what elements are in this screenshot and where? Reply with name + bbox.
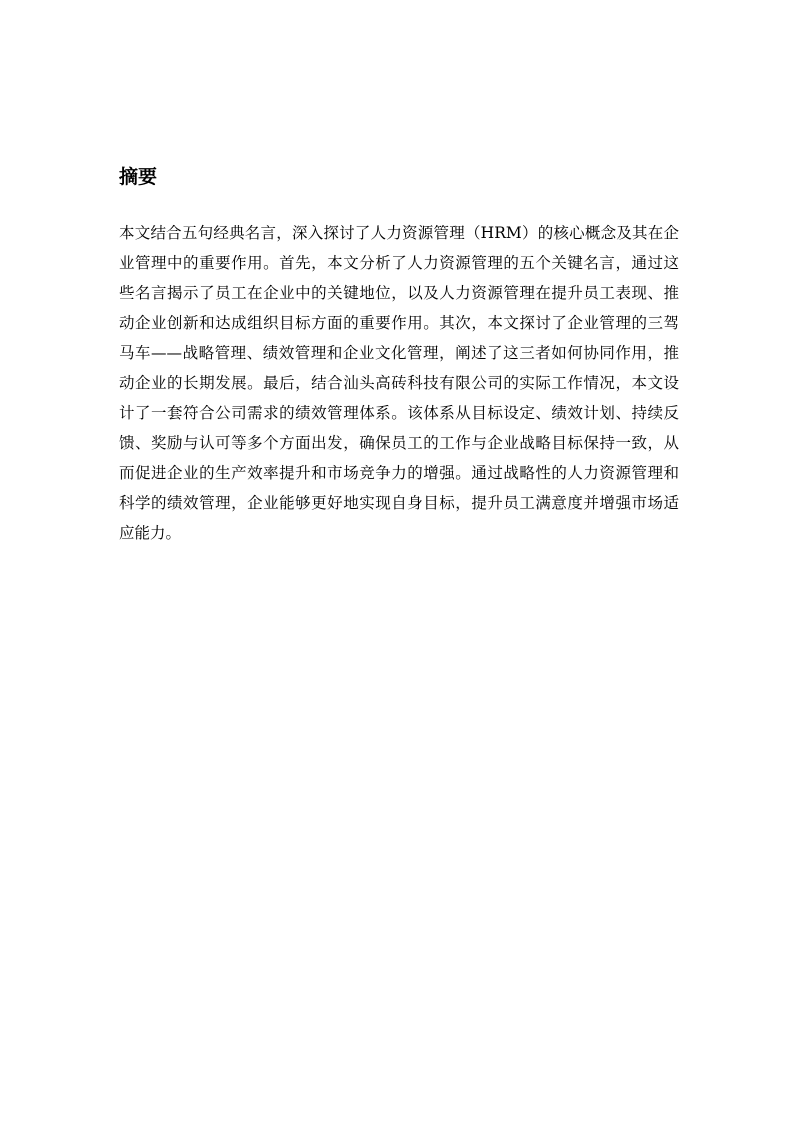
abstract-line-1: 本文结合五句经典名言，深入探讨了人力资源管理（HRM）的核心概念及其在企 <box>119 224 679 242</box>
abstract-line-10: 科学的绩效管理，企业能够更好地实现自身目标，提升员工满意度并增强市场适 <box>119 494 679 512</box>
abstract-line-9: 而促进企业的生产效率提升和市场竞争力的增强。通过战略性的人力资源管理和 <box>119 464 679 482</box>
abstract-heading: 摘要 <box>119 166 158 188</box>
abstract-line-11: 应能力。 <box>119 524 182 542</box>
abstract-line-2: 业管理中的重要作用。首先，本文分析了人力资源管理的五个关键名言，通过这 <box>119 254 679 272</box>
abstract-line-5: 马车——战略管理、绩效管理和企业文化管理，阐述了这三者如何协同作用，推 <box>119 344 679 362</box>
abstract-body <box>119 218 679 548</box>
abstract-line-3: 些名言揭示了员工在企业中的关键地位，以及人力资源管理在提升员工表现、推 <box>119 284 679 302</box>
abstract-line-7: 计了一套符合公司需求的绩效管理体系。该体系从目标设定、绩效计划、持续反 <box>119 404 679 422</box>
abstract-line-4: 动企业创新和达成组织目标方面的重要作用。其次，本文探讨了企业管理的三驾 <box>119 314 679 332</box>
abstract-line-6: 动企业的长期发展。最后，结合汕头高砖科技有限公司的实际工作情况，本文设 <box>119 374 679 392</box>
abstract-line-8: 馈、奖励与认可等多个方面出发，确保员工的工作与企业战略目标保持一致，从 <box>119 434 679 452</box>
